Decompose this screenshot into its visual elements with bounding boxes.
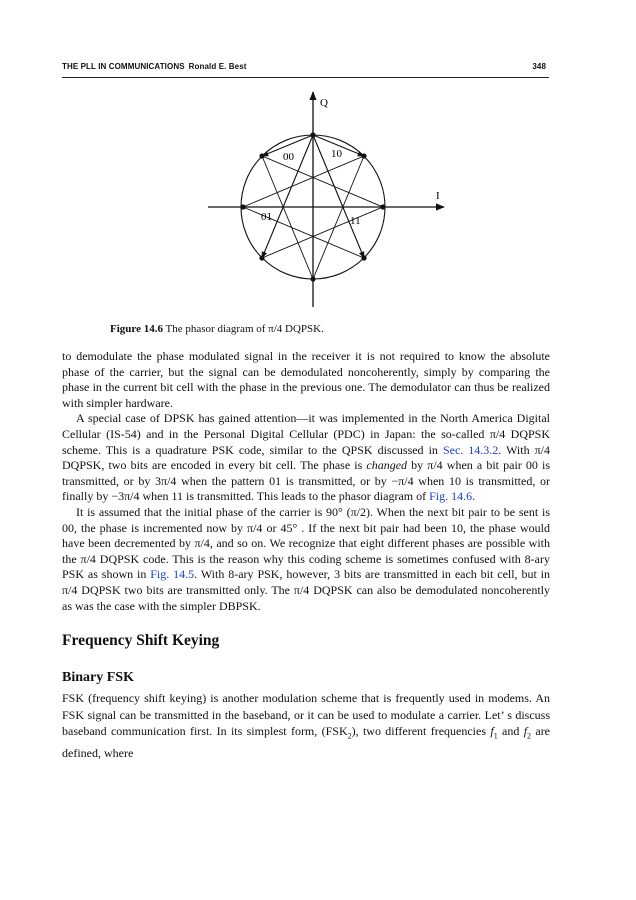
paragraph: A special case of DPSK has gained attention—it was implemented in the North America Digital Cellular (IS-54) and in the Personal Digital Cellular (PDC) in Japan: the so-called π/4 DQPSK scheme. This is a quadrature PSK code, similar to the QPSK discussed in Sec. 14.3.2. With π/4 DQPSK, two bits are encoded in every bit cell. The phase is changed by π/4 when a bit pair 00 is transmitted, or by 3π/4 when the pattern 01 is transmitted, or by −π/4 when 10 is transmitted, or finally by −3π/4 when 11 is transmitted. This leads to the phasor diagram of Fig. 14.6. <box>62 411 551 504</box>
label-00: 00 <box>283 151 294 163</box>
i-axis-label: I <box>436 190 440 202</box>
phase-point <box>361 153 366 158</box>
figure-caption <box>110 323 324 335</box>
link-fig-14-5[interactable]: Fig. 14.5 <box>150 567 195 582</box>
phase-point <box>259 153 264 158</box>
body-text <box>62 349 550 614</box>
section-heading: Frequency Shift Keying <box>62 632 220 649</box>
subsection-heading: Binary FSK <box>62 670 134 685</box>
label-10: 10 <box>331 148 342 160</box>
page-number: 348 <box>532 62 546 71</box>
caption-number: Figure 14.6 <box>110 323 163 335</box>
body-text-fsk <box>62 690 550 761</box>
paragraph: to demodulate the phase modulated signal in the receiver it is not required to know the absolute phase of the carrier, but the signal can be demodulated noncoherently, simply by comparing the phase in the current bit cell with the phase in the previous one. The demodulator can thus be realized with simpler hardware. <box>62 349 550 410</box>
q-axis-label: Q <box>320 97 328 109</box>
phase-point <box>240 204 245 209</box>
paragraph: It is assumed that the initial phase of the carrier is 90° (π/2). When the next bit pair to be sent is 00, the phase is incremented now by π/4 or 45° . If the next bit pair had been 10, the phase would have been decremented by π/4, and so on. We recognize that eight different phases are possible with the π/4 DQPSK code. This is the reason why this coding scheme is sometimes confused with 8-ary PSK as shown in Fig. 14.5. With 8-ary PSK, however, 3 bits are transmitted in each bit cell, but in π/4 DQPSK two bits are transmitted only. The π/4 DQPSK can also be demodulated noncoherently as was the case with the simpler DBPSK. <box>62 504 551 613</box>
header-author: Ronald E. Best <box>188 62 247 71</box>
phase-point <box>310 132 315 137</box>
label-01: 01 <box>261 211 272 223</box>
phase-point <box>259 255 264 260</box>
phasor-diagram <box>0 0 636 330</box>
phase-point <box>310 276 315 281</box>
phase-point <box>361 255 366 260</box>
link-fig-14-6[interactable]: Fig. 14.6 <box>429 489 473 504</box>
link-sec-14-3-2[interactable]: Sec. 14.3.2 <box>442 442 499 457</box>
header-title: THE PLL IN COMMUNICATIONS <box>62 62 185 71</box>
phase-point <box>380 204 385 209</box>
label-11: 11 <box>350 215 361 227</box>
caption-text: The phasor diagram of π/4 DQPSK. <box>165 323 324 335</box>
paragraph: FSK (frequency shift keying) is another modulation scheme that is frequently used in modems. An FSK signal can be transmitted in the baseband, or it can be used to modulate a carrier. Let’ s discuss baseband communication first. In its simplest form, $(FSK_2)$, two different frequencies $f_1$ and $f_2$ are defined, where <box>62 691 551 760</box>
